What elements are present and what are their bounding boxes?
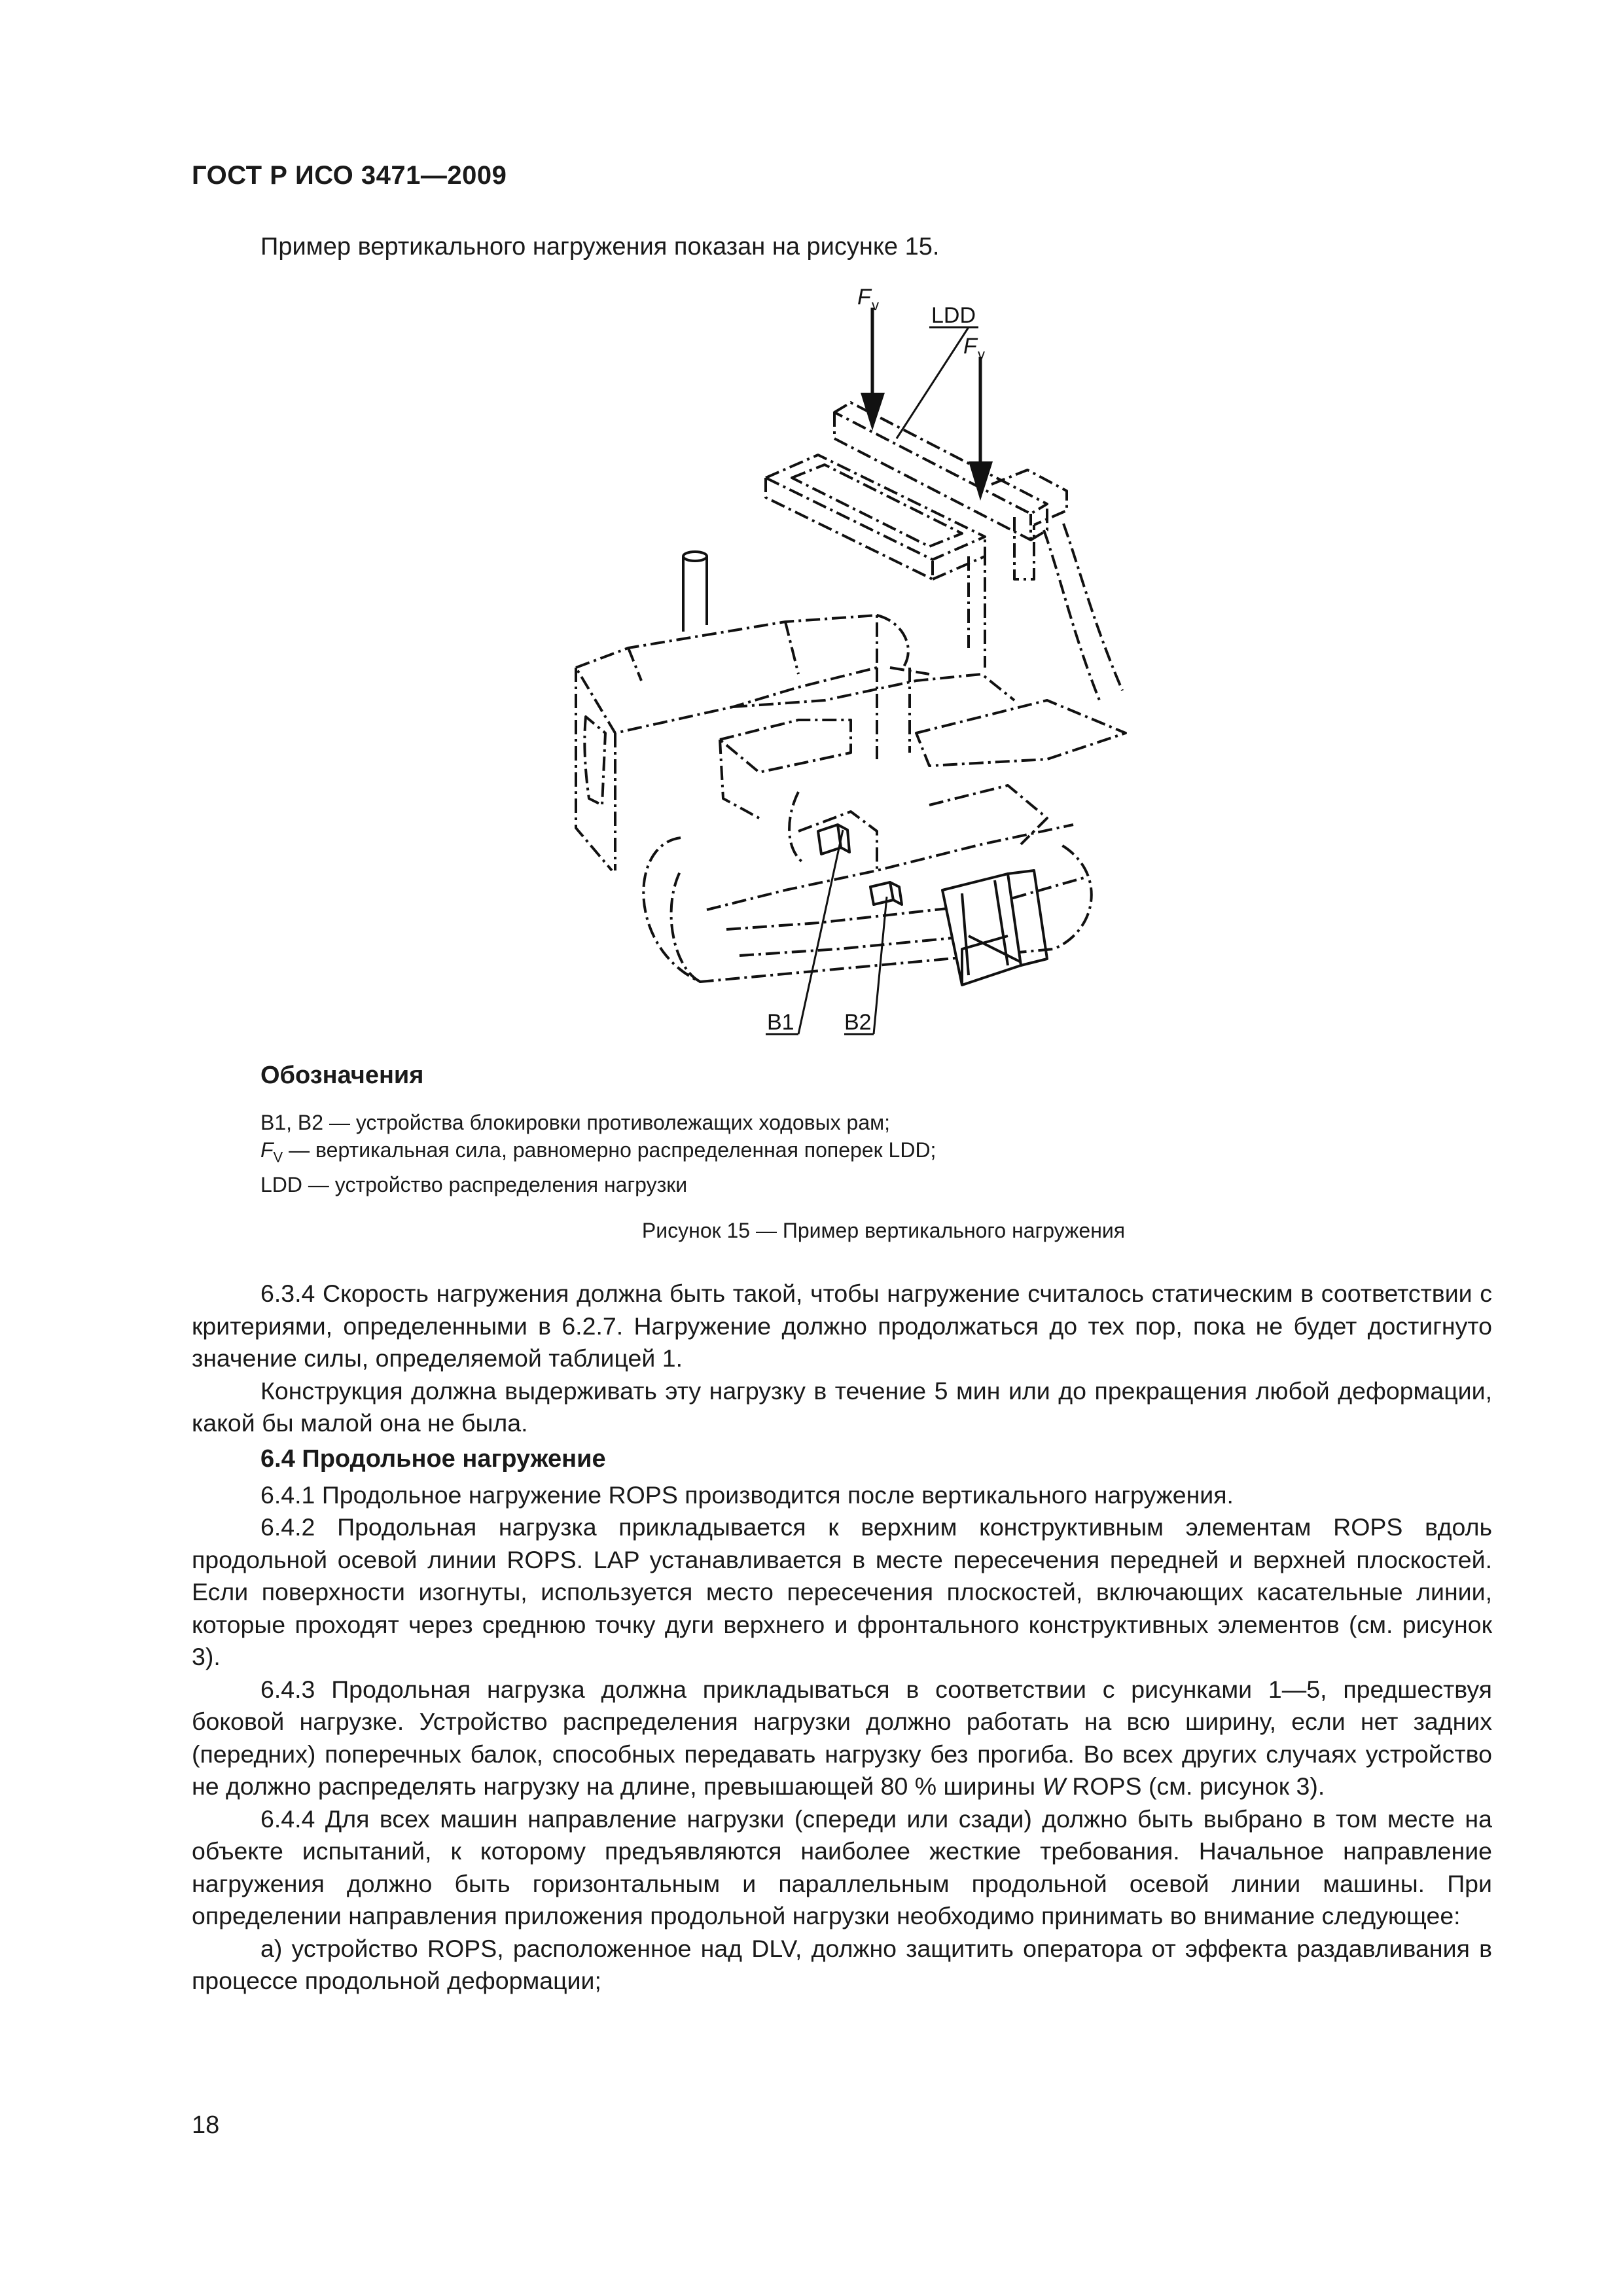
track-frames (643, 785, 1091, 982)
label-b2: B2 (844, 1010, 872, 1035)
label-ldd: LDD (931, 303, 976, 328)
page-number: 18 (192, 2111, 220, 2139)
document-header: ГОСТ Р ИСО 3471—2009 (192, 161, 507, 190)
tractor-loading-diagram (510, 281, 1152, 1054)
width-symbol: W (1042, 1772, 1065, 1800)
label-fv-left-sub: v (872, 297, 879, 314)
label-fv-left: F (857, 285, 871, 310)
figure-15-drawing (510, 281, 1152, 1054)
legend-term: В1, В2 (260, 1111, 324, 1134)
intro-paragraph: Пример вертикального нагружения показан на рисунке 15. (260, 233, 940, 260)
label-fv-right-sub: v (978, 346, 985, 363)
legend-title: Обозначения (260, 1062, 424, 1089)
legend-text: — устройства блокировки противолежащих ходовых рам; (323, 1111, 891, 1134)
loading-platform (766, 455, 1067, 579)
b1-leader (798, 830, 843, 1034)
list-item-a: а) устройство ROPS, расположенное над DLV, должно защитить оператора от эффекта раздавливания в процессе продольной деформации; (192, 1934, 1492, 1994)
lock-device-b1 (818, 825, 849, 854)
paragraph-6-4-3-end: ROPS (см. рисунок 3). (1065, 1772, 1325, 1800)
label-b1: B1 (767, 1010, 794, 1035)
label-fv-right: F (963, 334, 977, 359)
ldd-leader (897, 327, 969, 439)
legend-item-b1-b2 (260, 1109, 1504, 1136)
legend-item-fv (260, 1136, 1504, 1171)
paragraph-6-4-4: 6.4.4 Для всех машин направление нагрузки (спереди или сзади) должно быть выбрано в том месте на объекте испытаний, к которому предъявляются наиболее жесткие требования. Начальное направление нагружения должно быть горизонтальным и параллельным продольной осевой линии машины. При определении направления приложения продольной нагрузки необходимо принимать во внимание следующее: (192, 1804, 1492, 1929)
exhaust-stack (683, 552, 707, 632)
body-text (192, 1278, 1492, 1998)
paragraph-6-4-2: 6.4.2 Продольная нагрузка прикладывается к верхним конструктивным элементам ROPS вдоль продольной осевой линии ROPS. LAP устанавливается в месте пересечения передней и верхней плоскостей. Если поверхности изогнуты, используется место пересечения плоскостей, включающих касательные линии, которые проходят через среднюю точку дуги верхнего и фронтального конструктивных элементов (см. рисунок 3). (192, 1513, 1492, 1670)
legend (260, 1109, 1504, 1198)
legend-text: — устройство распределения нагрузки (302, 1173, 688, 1197)
paragraph-6-3-4-cont: Конструкция должна выдерживать эту нагрузку в течение 5 мин или до прекращения любой деформации, какой бы малой она не была. (192, 1376, 1492, 1437)
figure-caption (0, 1219, 1623, 1243)
paragraph-6-4-3-text: 6.4.3 Продольная нагрузка должна прикладываться в соответствии с рисунками 1—5, предшествуя боковой нагрузке. Устройство распределения нагрузки должно работать на всю ширину, если нет задних (передних) поперечных балок, способных передавать нагрузку без прогиба. Во всех других случаях устройство не должно распределять нагрузку на длине, превышающей 80 % ширины (192, 1675, 1492, 1800)
paragraph-6-4-1: 6.4.1 Продольное нагружение ROPS производится после вертикального нагружения. (260, 1480, 1234, 1509)
legend-term-sub: V (273, 1149, 283, 1166)
legend-term: F (260, 1138, 274, 1162)
paragraph-6-3-4: 6.3.4 Скорость нагружения должна быть такой, чтобы нагружение считалось статическим в соответствии с критериями, определенными в 6.2.7. Нагружение должно продолжаться до тех пор, пока не будет достигнуто значение силы, определяемой таблицей 1. (192, 1280, 1492, 1372)
support-block (942, 870, 1047, 985)
arrowhead-right (969, 461, 993, 501)
section-title-6-4: 6.4 Продольное нагружение (260, 1444, 606, 1473)
figure-caption-text: Рисунок 15 — Пример вертикального нагружения (641, 1219, 1126, 1242)
legend-text: — вертикальная сила, равномерно распределенная поперек LDD; (283, 1138, 936, 1162)
rops-posts (969, 524, 1122, 700)
paragraph-6-4-3 (192, 1674, 1492, 1803)
legend-term: LDD (260, 1173, 303, 1197)
arrowhead-left (861, 393, 885, 431)
legend-item-ldd (260, 1171, 1504, 1198)
